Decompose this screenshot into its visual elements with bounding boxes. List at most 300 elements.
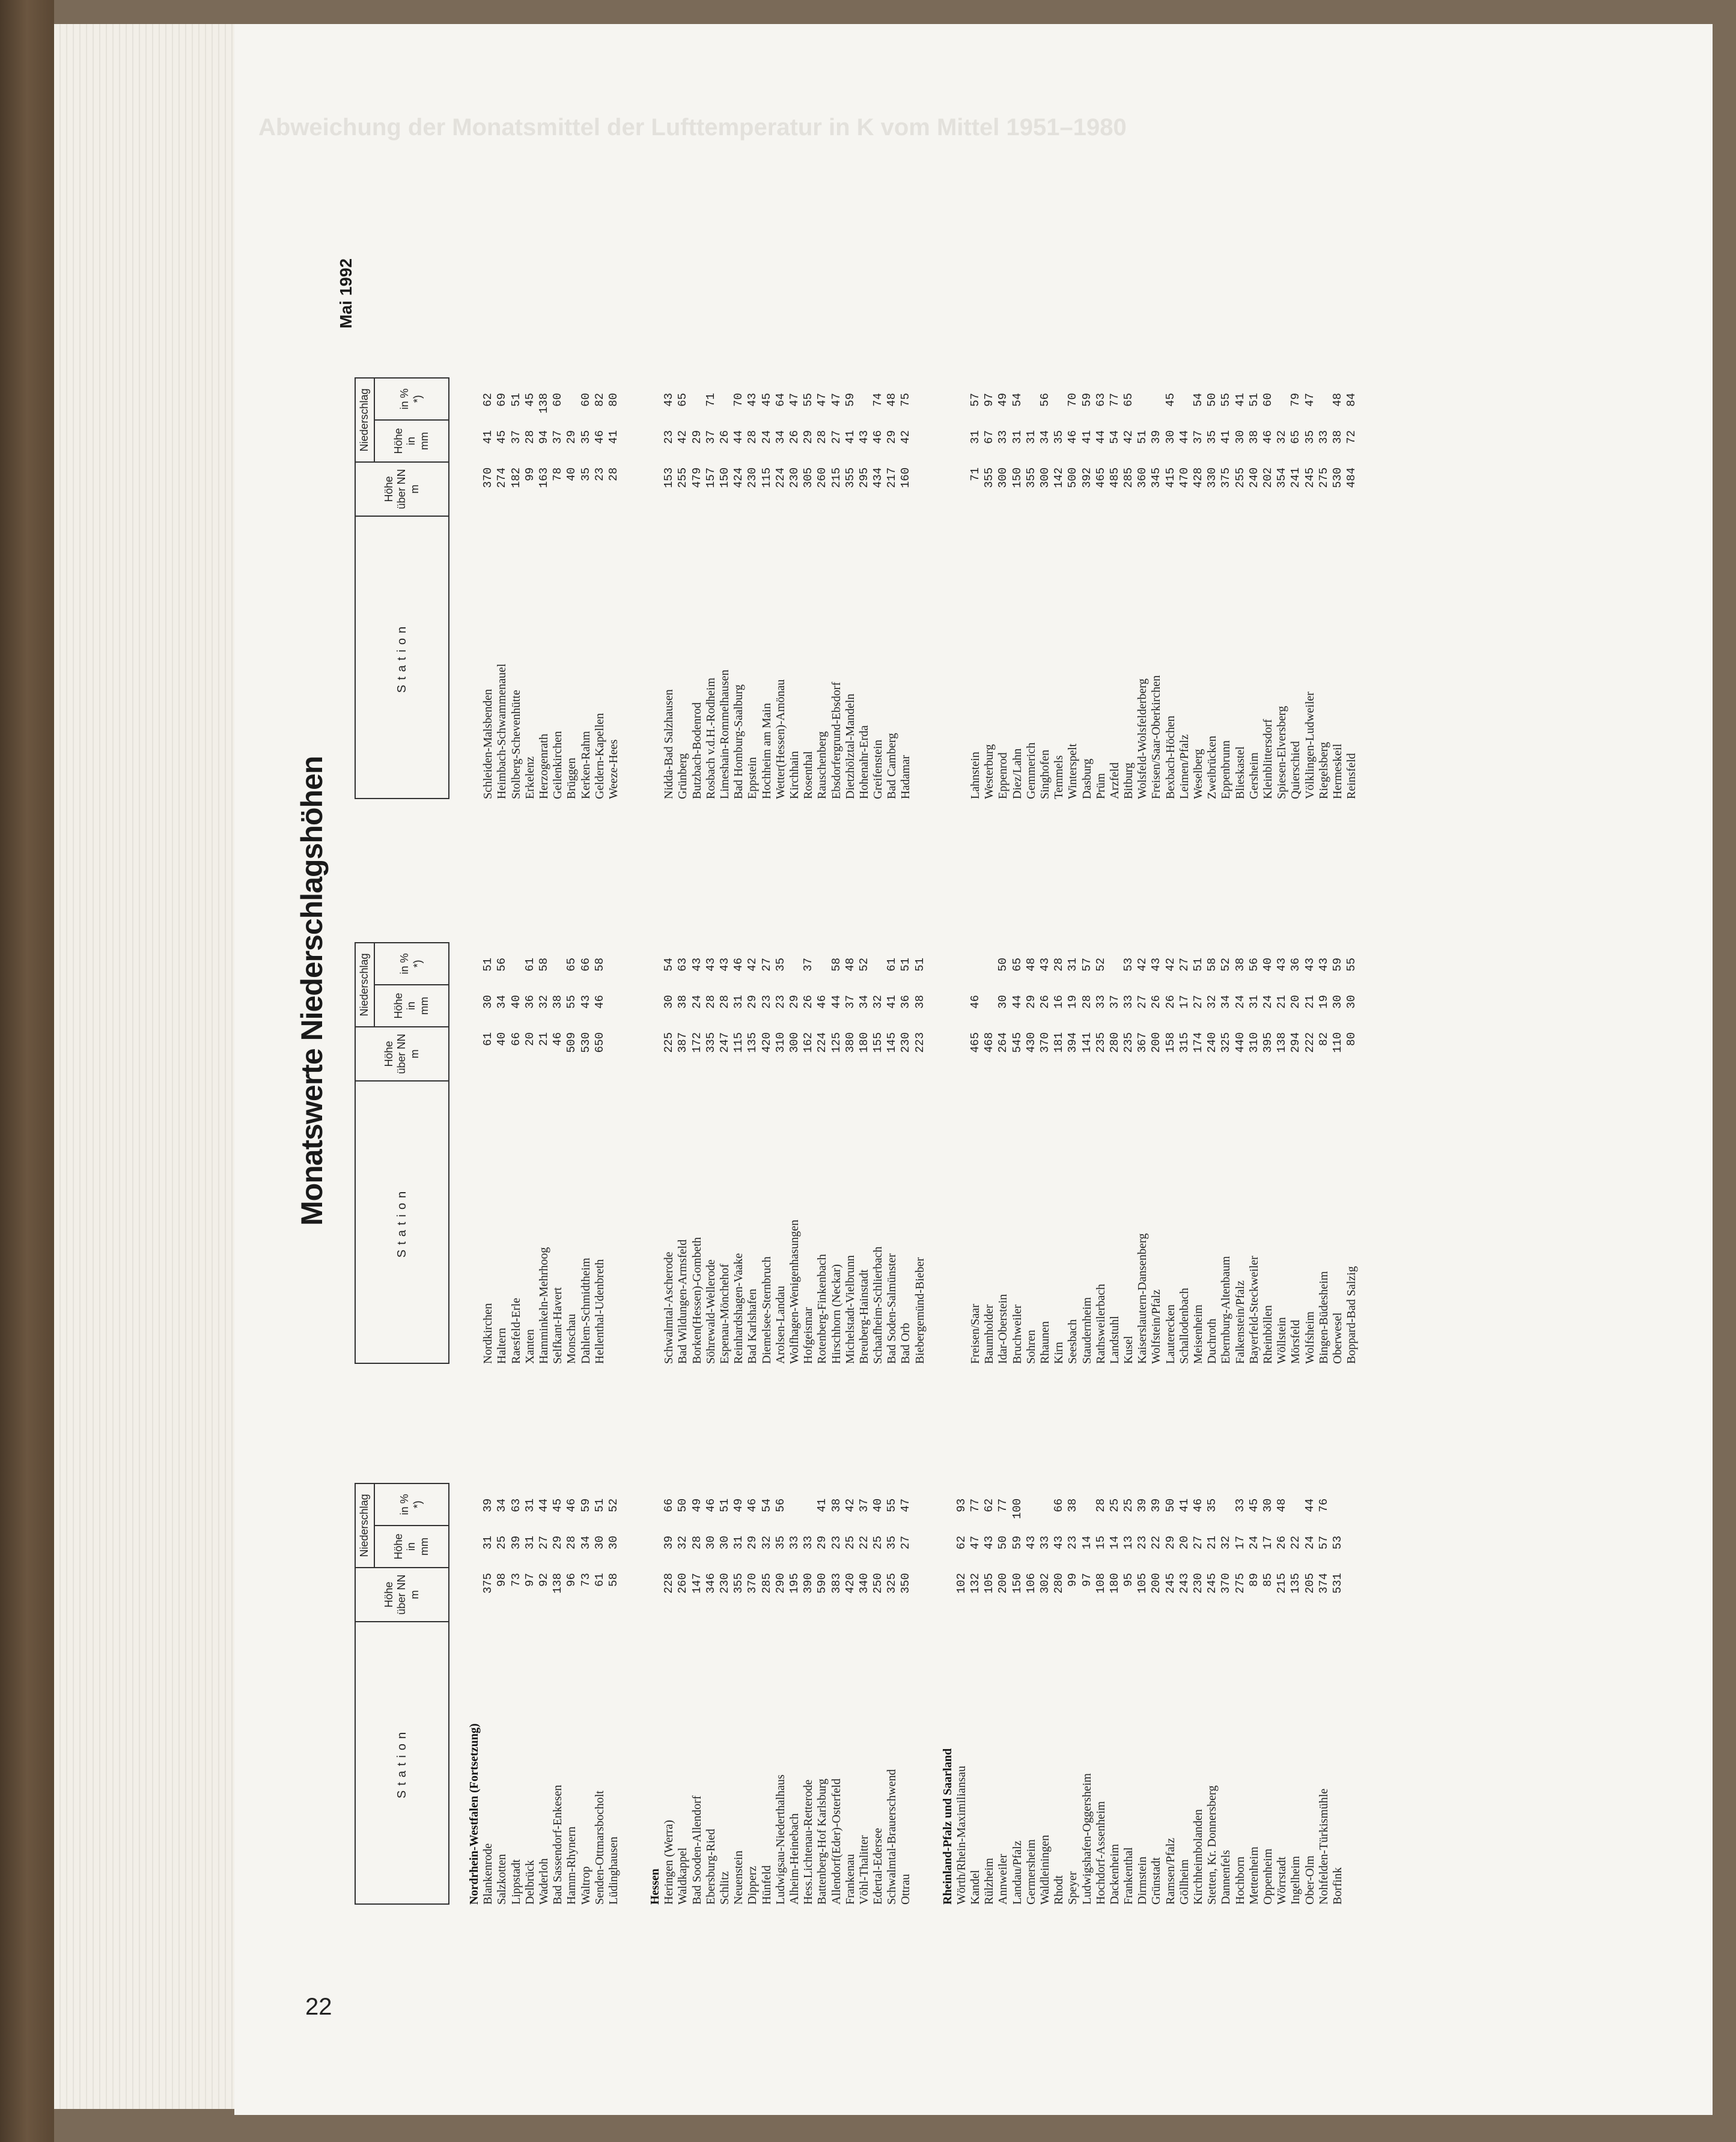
station-name: Senden-Ottmarsbocholt [592,1791,606,1905]
station-name: Hochborn [1233,1857,1247,1905]
table-row [774,1483,788,1905]
precip-mm-value: 27 [1192,1536,1205,1550]
elevation-value: 300 [787,1032,801,1053]
header-mm-line: mm [418,1538,430,1556]
table-row [704,1483,718,1905]
elevation-value: 181 [1052,1032,1066,1053]
station-name: Baumholder [982,1304,996,1364]
station-name: Ebersburg-Ried [704,1828,717,1905]
precip-mm-value: 21 [1205,1536,1219,1550]
header-hoehe-line: Höhe [382,1041,395,1067]
table-row [537,377,551,799]
table-row [1345,377,1359,799]
station-name: Germersheim [1024,1839,1038,1905]
precip-mm-value: 44 [1094,430,1107,444]
table-column-1 [355,1483,1345,1905]
elevation-value: 85 [1261,1573,1275,1587]
precip-percent-value: 25 [1107,1498,1121,1512]
elevation-value: 106 [1024,1573,1038,1594]
precip-mm-value: 33 [1038,1536,1052,1550]
precip-mm-value: 41 [481,430,495,444]
table-row [1052,1483,1066,1905]
precip-mm-value: 24 [690,995,704,1009]
elevation-value: 66 [509,1032,523,1046]
table-row [1136,377,1150,799]
precip-mm-value: 23 [773,995,787,1009]
elevation-value: 78 [551,467,565,481]
elevation-value: 172 [690,1032,704,1053]
precip-percent-value: 39 [481,1498,495,1512]
table-row [495,377,509,799]
table-row [1289,1483,1303,1905]
station-name: Hellenthal-Udenbreth [592,1259,606,1364]
precip-percent-value: 42 [1136,958,1150,972]
table-row [1317,942,1331,1364]
precip-mm-value: 34 [495,995,509,1009]
elevation-value: 115 [760,467,773,488]
header-hoehe-line: über NN [395,1033,408,1074]
elevation-value: 430 [1024,1032,1038,1053]
station-name: Michelstadt-Vielbrunn [843,1255,857,1364]
precip-percent-value: 27 [760,958,773,972]
precip-mm-value: 23 [760,995,773,1009]
table-row [1164,942,1178,1364]
station-name: Westerburg [982,744,996,799]
table-row [1234,377,1247,799]
precip-percent-value: 66 [662,1498,676,1512]
table-row [1122,377,1136,799]
region-heading [648,942,662,1364]
header-hoehe-line: Höhe [382,1581,395,1608]
precip-percent-value: 43 [662,393,676,407]
precip-mm-value: 28 [565,1536,579,1550]
precip-percent-value [1219,1498,1233,1536]
precip-mm-value: 31 [969,430,982,444]
precip-mm-value: 23 [829,1536,843,1550]
table-row [899,1483,913,1905]
header-hoehe-line: über NN [395,469,408,510]
precip-mm-value: 51 [1136,430,1150,444]
precip-percent-value: 75 [899,393,913,407]
table-row [1303,942,1317,1364]
table-row [551,377,565,799]
precip-mm-value: 41 [1219,430,1233,444]
elevation-value: 99 [1066,1573,1080,1587]
precip-mm-value: 50 [996,1536,1010,1550]
elevation-value: 200 [996,1573,1010,1594]
precip-mm-value: 42 [1122,430,1136,444]
elevation-value: 153 [662,467,676,488]
precip-mm-value: 62 [954,1536,968,1550]
station-name: Nordkirchen [481,1303,495,1364]
station-name: Bad Karlshafen [746,1289,760,1364]
station-name: Lüdinghausen [606,1836,620,1905]
precip-percent-value: 61 [885,958,899,972]
table-row [1219,1483,1233,1905]
station-name: Rhodt [1052,1875,1066,1905]
elevation-value: 530 [579,1032,592,1053]
precip-percent-value: 30 [1261,1498,1275,1512]
station-name: Kirchheimbolanden [1192,1809,1205,1905]
precip-percent-value: 51 [913,958,927,972]
table-row [1108,942,1122,1364]
table-row [662,942,676,1364]
precip-mm-value: 31 [1024,430,1038,444]
table-row [1025,942,1038,1364]
precip-mm-value: 31 [1010,430,1024,444]
precip-mm-value: 26 [1150,995,1163,1009]
elevation-value: 61 [481,1032,495,1046]
precip-percent-value: 38 [829,1498,843,1512]
station-name: Reinhardshagen-Vaake [732,1253,746,1364]
elevation-value: 163 [537,467,550,488]
elevation-value: 138 [1275,1032,1289,1053]
elevation-value: 145 [885,1032,899,1053]
table-row [579,1483,593,1905]
station-name: Kandel [969,1870,982,1905]
station-name: Falkenstein/Pfalz [1233,1280,1247,1364]
elevation-value: 215 [829,467,843,488]
precip-mm-value: 22 [1289,1536,1303,1550]
elevation-value: 40 [565,467,579,481]
station-name: Schwalmtal-Ascherode [662,1252,676,1364]
station-name: Wolfstein/Pfalz [1150,1289,1163,1364]
table-row [1178,1483,1192,1905]
table-row [996,377,1010,799]
station-name: Heimbach-Schwammenauel [495,663,509,799]
precip-percent-value: 25 [1122,1498,1136,1512]
book-spine-edge [0,0,54,2142]
precip-mm-value: 37 [1107,995,1121,1009]
table-row [718,1483,732,1905]
precip-mm-value: 37 [551,430,565,444]
elevation-value: 370 [1219,1573,1233,1594]
precip-percent-value: 70 [732,393,746,407]
region-heading: Nordrhein-Westfalen (Fortsetzung) [468,1723,481,1905]
header-percent-line: *) [412,960,424,968]
precip-percent-value [802,1498,815,1536]
table-row [537,942,551,1364]
elevation-value: 230 [787,467,801,488]
elevation-value: 375 [481,1573,495,1594]
station-name: Bexbach-Höchen [1163,716,1177,799]
precip-percent-value: 82 [592,393,606,407]
precip-percent-value: 59 [1080,393,1094,407]
section-gap [927,942,955,1364]
table-row [676,1483,690,1905]
table-row [1025,377,1038,799]
header-mm-line: in [405,437,418,446]
header-station: Station [355,1081,449,1363]
table-row [495,1483,509,1905]
station-name: Dackenheim [1107,1843,1121,1905]
precip-mm-value: 46 [592,995,606,1009]
table-row [774,942,788,1364]
precip-mm-value: 41 [1080,430,1094,444]
precip-mm-value: 14 [1107,1536,1121,1550]
elevation-value: 202 [1261,467,1275,488]
elevation-value: 96 [565,1573,579,1587]
precip-mm-value: 29 [1163,1536,1177,1550]
elevation-value: 147 [690,1573,704,1594]
table-row [732,1483,746,1905]
precip-mm-value: 29 [787,995,801,1009]
elevation-value: 157 [704,467,717,488]
station-name: Hamminkeln-Mehrhoog [537,1247,550,1364]
table-row [1150,942,1163,1364]
header-mm-line: in [405,1002,418,1011]
precip-mm-value: 32 [760,1536,773,1550]
station-name: Speyer [1066,1871,1080,1905]
table-row [704,942,718,1364]
station-name: Grünberg [676,753,690,799]
elevation-value: 340 [857,1573,871,1594]
table-row [704,377,718,799]
elevation-value: 335 [704,1032,717,1053]
table-row [1108,377,1122,799]
table-row [996,1483,1010,1905]
station-name: Eppenbrunn [1219,740,1233,799]
elevation-value: 650 [592,1032,606,1053]
elevation-value: 150 [1010,1573,1024,1594]
station-name: Ludwigsau-Niederthalhaus [773,1774,787,1905]
table-row [815,377,829,799]
table-row [969,377,982,799]
table-row [899,377,913,799]
elevation-value: 58 [606,1573,620,1587]
elevation-value: 383 [829,1573,843,1594]
table-row [1192,377,1205,799]
station-name: Temmels [1052,755,1066,799]
table-row [732,942,746,1364]
precip-percent-value: 65 [1122,393,1136,407]
elevation-value: 247 [718,1032,731,1053]
precip-mm-value: 24 [760,430,773,444]
header-hoehe [355,1568,449,1622]
precip-percent-value: 56 [773,1498,787,1512]
elevation-value: 394 [1066,1032,1080,1053]
precip-mm-value: 31 [732,995,746,1009]
precip-percent-value: 62 [481,393,495,407]
station-name: Hohenahr-Erda [857,725,871,799]
station-name: Borfink [1330,1867,1344,1905]
table-row [760,942,774,1364]
precip-percent-value: 66 [1052,1498,1066,1512]
precip-percent-value: 56 [1247,958,1261,972]
station-name: Staudernheim [1080,1297,1094,1364]
station-name: Hofgeismar [802,1307,815,1364]
elevation-value: 330 [1205,467,1219,488]
table-row [1331,377,1345,799]
elevation-value: 285 [760,1573,773,1594]
elevation-value: 484 [1345,467,1359,488]
elevation-value: 387 [676,1032,690,1053]
table-row [844,942,857,1364]
precip-mm-value: 28 [690,1536,704,1550]
precip-mm-value: 46 [592,430,606,444]
precip-mm-value: 28 [1080,995,1094,1009]
elevation-value: 255 [676,467,690,488]
station-name: Ingelheim [1289,1855,1303,1905]
station-name: Schwalmtal-Brauerschwend [885,1769,899,1905]
table-row [510,942,523,1364]
precip-percent-value: 80 [606,393,620,407]
precip-percent-value: 43 [1317,958,1330,972]
precip-percent-value: 46 [704,1498,717,1512]
precip-mm-value: 29 [746,1536,760,1550]
precip-percent-value: 51 [509,393,523,407]
precip-percent-value [788,1498,802,1536]
elevation-value: 73 [509,1573,523,1587]
station-name: Reinsfeld [1345,753,1359,799]
elevation-value: 195 [787,1573,801,1594]
precip-percent-value: 38 [1066,1498,1080,1512]
station-name: Waderloh [537,1858,550,1905]
table-row [1192,942,1205,1364]
precip-percent-value: 41 [1177,1498,1191,1512]
station-name: Hünfeld [760,1865,773,1905]
precip-mm-value: 38 [1330,430,1344,444]
elevation-value: 21 [537,1032,550,1046]
table-row [1205,942,1219,1364]
header-hoehe [355,462,449,516]
header-mm-line: mm [418,432,430,450]
table-row [1011,942,1025,1364]
station-name: Delbrück [523,1860,537,1905]
elevation-value: 162 [802,1032,815,1053]
elevation-value: 222 [1303,1032,1317,1053]
elevation-value: 250 [871,1573,885,1594]
table-column-2 [355,942,1359,1364]
station-name: Diemelsee-Sternbruch [760,1256,773,1364]
elevation-value: 415 [1163,467,1177,488]
precip-percent-value: 54 [1010,393,1024,407]
page-stack-edge [54,24,234,2109]
elevation-value: 92 [537,1573,550,1587]
precip-percent-value: 65 [565,958,579,972]
table-row [607,377,621,799]
header-percent-line: in % [398,1494,411,1515]
table-row [746,942,760,1364]
header-mm-line: Höhe [392,993,404,1019]
precip-percent-value: 46 [746,1498,760,1512]
elevation-value: 325 [885,1573,899,1594]
precip-percent-value [788,958,802,995]
precip-percent-value: 63 [1094,393,1107,407]
station-name: Greifenstein [871,740,885,799]
table-row [718,942,732,1364]
header-niederschlag: Niederschlag [355,378,374,462]
elevation-value: 224 [773,467,787,488]
table-row [1261,377,1275,799]
precip-percent-value [1108,958,1122,995]
precip-mm-value: 72 [1345,430,1359,444]
table-row [913,377,927,799]
precip-mm-value: 37 [1192,430,1205,444]
precip-mm-value: 17 [1261,1536,1275,1550]
precip-percent-value [1080,1498,1094,1536]
station-name: Herzogenrath [537,734,550,799]
precip-mm-value: 28 [815,430,829,444]
header-hoehe-line: Höhe [382,476,395,502]
elevation-value: 98 [495,1573,509,1587]
table-row [1275,1483,1289,1905]
precip-percent-value [565,393,579,430]
elevation-value: 115 [732,1032,746,1053]
elevation-value: 315 [1177,1032,1191,1053]
precip-percent-value: 58 [1205,958,1219,972]
precip-percent-value: 59 [1330,958,1344,972]
precip-mm-value: 30 [481,995,495,1009]
precip-percent-value: 57 [1080,958,1094,972]
header-percent-line: in % [398,953,411,975]
station-name: Bitburg [1122,762,1136,799]
precip-percent-value [1331,1498,1345,1536]
elevation-value: 275 [1233,1573,1247,1594]
station-name: Arzfeld [1107,762,1121,799]
table-row [1122,1483,1136,1905]
table-row [593,1483,607,1905]
precip-mm-value: 30 [1163,430,1177,444]
table-row [607,1483,621,1905]
precip-mm-value: 30 [718,1536,731,1550]
precip-percent-value: 49 [732,1498,746,1512]
elevation-value: 290 [773,1573,787,1594]
precip-percent-value: 43 [704,958,717,972]
elevation-value: 479 [690,467,704,488]
table-row [885,942,899,1364]
table-row [996,942,1010,1364]
precip-mm-value: 38 [913,995,927,1009]
elevation-value: 240 [1205,1032,1219,1053]
table-row [495,942,509,1364]
region-heading [468,377,481,799]
header-mm-line: Höhe [392,1533,404,1560]
precip-mm-value: 28 [746,430,760,444]
table-row [523,377,537,799]
precip-percent-value [1136,393,1150,430]
elevation-value: 110 [1330,1032,1344,1053]
station-name: Arolsen-Landau [773,1286,787,1364]
table-row [551,942,565,1364]
precip-mm-value: 42 [899,430,913,444]
precip-percent-value [815,958,829,995]
precip-percent-value: 70 [1066,393,1080,407]
station-name: Alheim-Heinebach [787,1813,801,1905]
table-row [579,942,593,1364]
table-row [593,377,607,799]
precip-percent-value: 60 [579,393,592,407]
precip-percent-value: 51 [592,1498,606,1512]
table-row [1080,1483,1094,1905]
station-name: Bad Soden-Salmünster [885,1253,899,1364]
station-name: Boppard-Bad Salzig [1345,1266,1359,1364]
precip-mm-value: 35 [1303,430,1317,444]
station-name: Breuberg-Hainstadt [857,1269,871,1364]
station-name: Salzkotten [495,1854,509,1905]
table-row [523,942,537,1364]
station-name: Brüggen [565,758,579,799]
precip-percent-value: 79 [1289,393,1303,407]
table-row [1178,942,1192,1364]
precip-mm-value: 28 [523,430,537,444]
precip-mm-value: 44 [1177,430,1191,444]
table-row [690,1483,704,1905]
table-row [857,942,871,1364]
precip-mm-value: 23 [1136,1536,1150,1550]
precip-percent-value: 48 [843,958,857,972]
elevation-value: 180 [857,1032,871,1053]
